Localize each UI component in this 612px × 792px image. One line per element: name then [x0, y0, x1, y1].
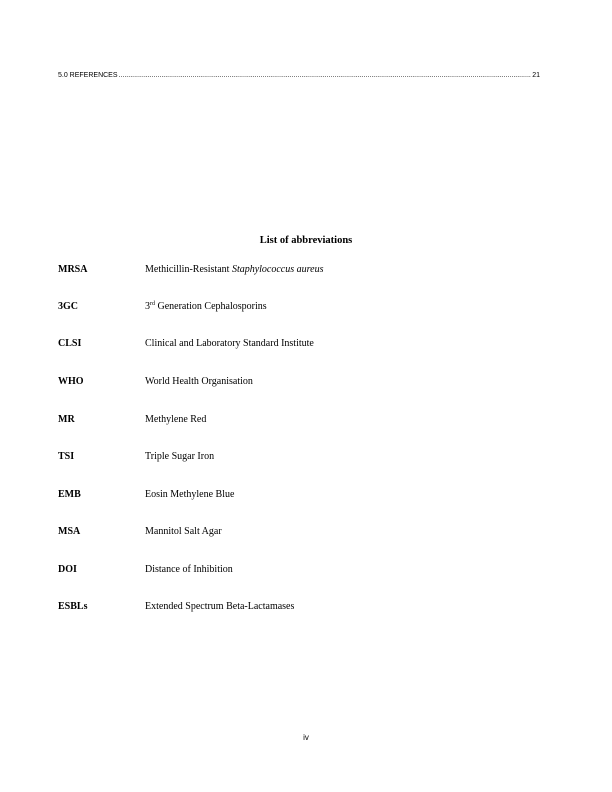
- page-number: iv: [303, 733, 309, 742]
- abbreviation: MSA: [58, 526, 81, 537]
- abbreviation: MR: [58, 414, 75, 425]
- definition: Clinical and Laboratory Standard Institute: [145, 338, 314, 349]
- toc-page: 21: [532, 72, 540, 79]
- definition: Methylene Red: [145, 414, 207, 425]
- definition: Distance of Inhibition: [145, 564, 233, 575]
- definition: Triple Sugar Iron: [145, 451, 215, 462]
- abbreviation: TSI: [58, 451, 75, 462]
- definition: Methicillin-Resistant Staphylococcus aureus: [145, 264, 324, 275]
- definition: World Health Organisation: [145, 376, 253, 387]
- definition: Mannitol Salt Agar: [145, 526, 222, 537]
- definition: Extended Spectrum Beta-Lactamases: [145, 601, 295, 612]
- abbreviation: DOI: [58, 564, 77, 575]
- toc-entry-references[interactable]: [58, 72, 540, 79]
- toc-label: 5.0 REFERENCES: [58, 72, 118, 79]
- toc-leader-dots: [119, 72, 532, 79]
- page-title: List of abbreviations: [259, 235, 353, 246]
- abbreviation: MRSA: [58, 264, 88, 275]
- abbreviation: CLSI: [58, 338, 82, 349]
- abbreviation: EMB: [58, 489, 81, 500]
- abbreviation: WHO: [58, 376, 84, 387]
- definition: Eosin Methylene Blue: [145, 489, 235, 500]
- abbreviation: 3GC: [58, 301, 78, 312]
- abbreviation: ESBLs: [58, 601, 88, 612]
- definition: 3rd Generation Cephalosporins: [145, 301, 267, 312]
